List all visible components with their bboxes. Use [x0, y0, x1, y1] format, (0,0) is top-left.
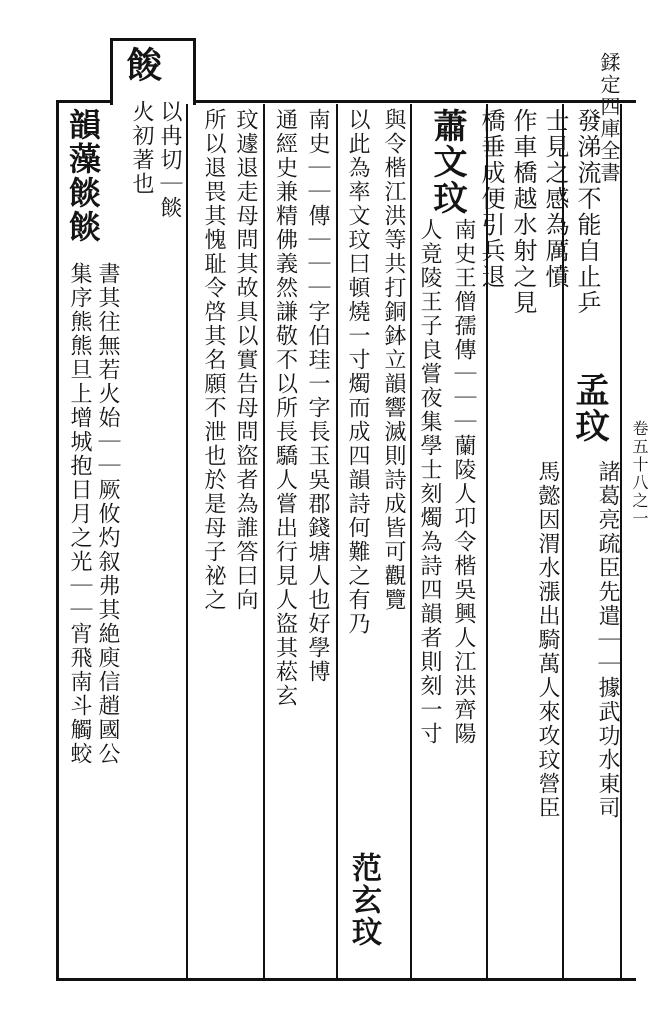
column-2-lower-text [590, 460, 624, 820]
column-16 [124, 100, 158, 196]
column-10 [346, 852, 380, 948]
column-14 [196, 108, 230, 612]
column-3-lower [530, 460, 564, 820]
column-text: 諸葛亮疏臣先遣｜｜據武功水東司 [595, 460, 620, 820]
column-text: 集序熊熊旦上增城抱日月之光｜｜宵飛南斗觸蛟 [67, 262, 92, 766]
column-text: 鍒定四庫全書 [597, 52, 621, 184]
bottom-border [56, 978, 636, 981]
column-4 [506, 108, 540, 316]
entry-title: 孟玟 [569, 372, 609, 444]
column-2-lower [569, 372, 609, 444]
column-6 [427, 108, 467, 216]
column-text: 橋垂成便引兵退 [477, 108, 505, 290]
column-text: 馬懿因渭水漲出騎萬人來攻玟營臣 [535, 460, 560, 820]
column-text: 與令楷江洪等共打銅鉢立韻響滅則詩成皆可觀覽 [381, 108, 406, 612]
column-17 [66, 108, 100, 244]
column-text: 通經史兼精佛義然謙敬不以所長驕人嘗出行見人盜其菘玄 [272, 108, 298, 708]
column-3 [538, 108, 572, 290]
entry-title: 范玄玟 [346, 852, 381, 948]
header-char: 餕 [121, 46, 163, 82]
column-text: 發涕流不能自止乒 [573, 108, 601, 316]
col-divider [336, 104, 338, 978]
column-text: 南史｜｜傳｜｜｜字伯珪一字長玉吳郡錢塘人也好學博 [305, 108, 330, 684]
column-text: 書其往無若火始｜｜厥攸灼叙弗其絶庾信趙國公 [95, 262, 120, 766]
column-text: 所以退畏其愧耻令啓其名願不泄也於是母子祕之 [201, 108, 226, 612]
column-text: 以冉切｜餤 [157, 100, 182, 220]
column-text: 以此為率文玟曰頓燒一寸燭而成四韻詩何難之有乃 [345, 108, 370, 636]
column-2 [570, 108, 604, 316]
column-18 [62, 262, 96, 766]
col-divider [186, 104, 188, 978]
col-divider [263, 104, 265, 978]
column-text: 作車橋越水射之見 [509, 108, 537, 316]
column-text: 玟遽退走母問其故具以實告母問盜者為誰答曰向 [233, 108, 258, 612]
column-8 [376, 108, 410, 612]
column-7 [412, 218, 446, 746]
left-border [56, 100, 59, 980]
column-text: 火初著也 [129, 100, 154, 196]
column-text: 南史王僧孺傳｜｜｜蘭陵人卭令楷吳興人江洪齊陽 [451, 218, 476, 746]
entry-title: 韻藻餤餤 [64, 108, 102, 244]
column-6-text [446, 218, 480, 746]
entry-title: 蕭文玟 [427, 108, 467, 216]
side-label-text: 卷五十八之一 [630, 420, 649, 528]
column-text: 士見之感為厲憤 [541, 108, 569, 290]
column-text: 人竟陵王子良嘗夜集學士刻燭為詩四韻者則刻一寸 [417, 218, 442, 746]
column-13 [228, 108, 262, 612]
side-label [622, 420, 656, 528]
column-11 [300, 108, 334, 684]
column-9 [340, 108, 374, 636]
column-12 [268, 108, 302, 708]
